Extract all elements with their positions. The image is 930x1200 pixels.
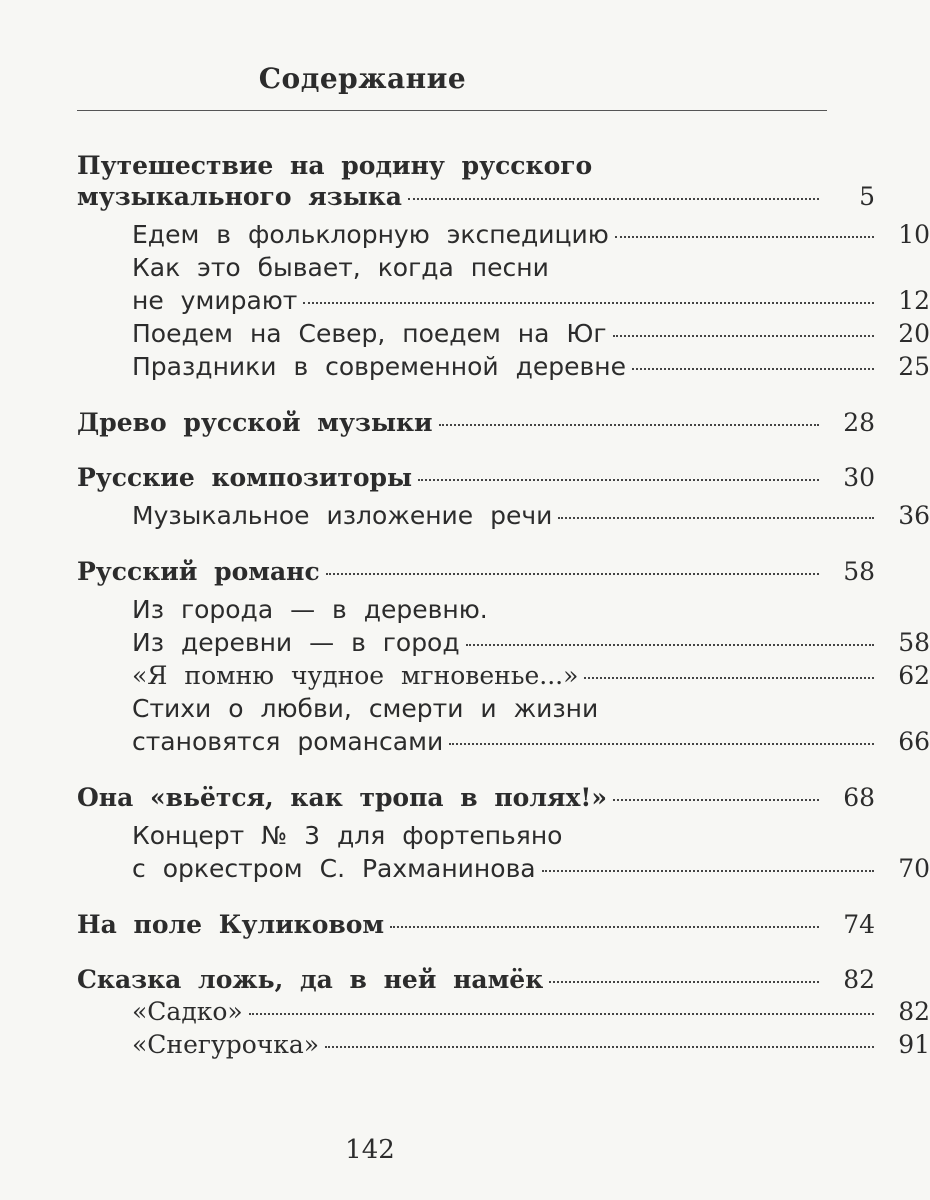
toc-entry-title: Путешествие на родину русского <box>77 151 593 180</box>
toc-subsection <box>77 659 930 692</box>
toc-entry-title: Она «вьётся, как тропа в полях!» <box>77 783 607 812</box>
toc-entry-title: «Снегурочка» <box>132 1030 320 1059</box>
page-title: Содержание <box>258 62 467 95</box>
toc-entry-title: Из города — в деревню. <box>132 595 488 624</box>
dot-leader <box>549 981 819 983</box>
dot-leader <box>615 236 874 238</box>
toc-page-number: 58 <box>898 628 930 657</box>
toc-entry-title: Едем в фольклорную экспедицию <box>132 220 609 249</box>
toc-section <box>77 964 875 995</box>
toc-subsection <box>77 251 930 317</box>
toc-page-number: 91 <box>898 1030 930 1059</box>
toc-entry-title: Русские композиторы <box>77 463 413 492</box>
toc-section <box>77 407 875 438</box>
toc-entry-title: становятся романсами <box>132 727 444 756</box>
toc-entry-title: Поедем на Север, поедем на Юг <box>132 319 607 348</box>
toc-entry-title: «Садко» <box>132 997 243 1026</box>
toc-subsection <box>77 350 930 383</box>
table-of-contents <box>77 150 930 1061</box>
toc-entry-title: Древо русской музыки <box>77 408 433 437</box>
dot-leader <box>418 479 819 481</box>
toc-entry-title: Концерт № 3 для фортепьяно <box>132 821 563 850</box>
toc-page-number: 5 <box>859 182 875 211</box>
toc-entry-title: «Я помню чудное мгновенье...» <box>132 661 579 690</box>
toc-page-number: 30 <box>843 463 875 492</box>
toc-subsection <box>77 1028 930 1061</box>
dot-leader <box>558 517 874 519</box>
toc-page-number: 12 <box>898 286 930 315</box>
toc-page-number: 36 <box>898 501 930 530</box>
toc-entry-title: не умирают <box>132 286 298 315</box>
toc-page-number: 66 <box>898 727 930 756</box>
toc-section <box>77 150 875 212</box>
toc-subsection <box>77 499 930 532</box>
toc-page-number: 10 <box>898 220 930 249</box>
dot-leader <box>449 743 874 745</box>
toc-page-number: 28 <box>843 408 875 437</box>
toc-page-number: 25 <box>898 352 930 381</box>
toc-section <box>77 462 875 493</box>
toc-entry-title: музыкального языка <box>77 182 402 211</box>
toc-entry-title: Из деревни — в город <box>132 628 460 657</box>
toc-section <box>77 556 875 587</box>
toc-entry-title: Как это бывает, когда песни <box>132 253 549 282</box>
dot-leader <box>326 573 819 575</box>
toc-entry-title: Музыкальное изложение речи <box>132 501 553 530</box>
toc-section <box>77 782 875 813</box>
title-underline <box>77 110 827 111</box>
dot-leader <box>632 368 874 370</box>
dot-leader <box>325 1046 874 1048</box>
toc-page-number: 82 <box>898 997 930 1026</box>
dot-leader <box>613 799 819 801</box>
toc-subsection <box>77 819 930 885</box>
toc-subsection <box>77 218 930 251</box>
dot-leader <box>439 424 819 426</box>
toc-page-number: 58 <box>843 557 875 586</box>
toc-subsection <box>77 317 930 350</box>
dot-leader <box>390 926 819 928</box>
toc-entry-title: Сказка ложь, да в ней намёк <box>77 965 544 994</box>
dot-leader <box>303 302 874 304</box>
dot-leader <box>584 677 874 679</box>
toc-subsection <box>77 593 930 659</box>
toc-subsection <box>77 692 930 758</box>
dot-leader <box>249 1013 874 1015</box>
page-number: 142 <box>345 1135 395 1165</box>
toc-page-number: 20 <box>898 319 930 348</box>
dot-leader <box>542 870 874 872</box>
toc-subsection <box>77 995 930 1028</box>
toc-page-number: 68 <box>843 783 875 812</box>
toc-page-number: 62 <box>898 661 930 690</box>
toc-page-number: 74 <box>843 910 875 939</box>
toc-entry-title: Русский романс <box>77 557 320 586</box>
toc-entry-title: с оркестром С. Рахманинова <box>132 854 536 883</box>
toc-entry-title: На поле Куликовом <box>77 910 385 939</box>
dot-leader <box>613 335 874 337</box>
dot-leader <box>466 644 874 646</box>
toc-page-number: 82 <box>843 965 875 994</box>
toc-entry-title: Праздники в современной деревне <box>132 352 626 381</box>
toc-section <box>77 909 875 940</box>
toc-page-number: 70 <box>898 854 930 883</box>
toc-entry-title: Стихи о любви, смерти и жизни <box>132 694 599 723</box>
dot-leader <box>408 198 819 200</box>
